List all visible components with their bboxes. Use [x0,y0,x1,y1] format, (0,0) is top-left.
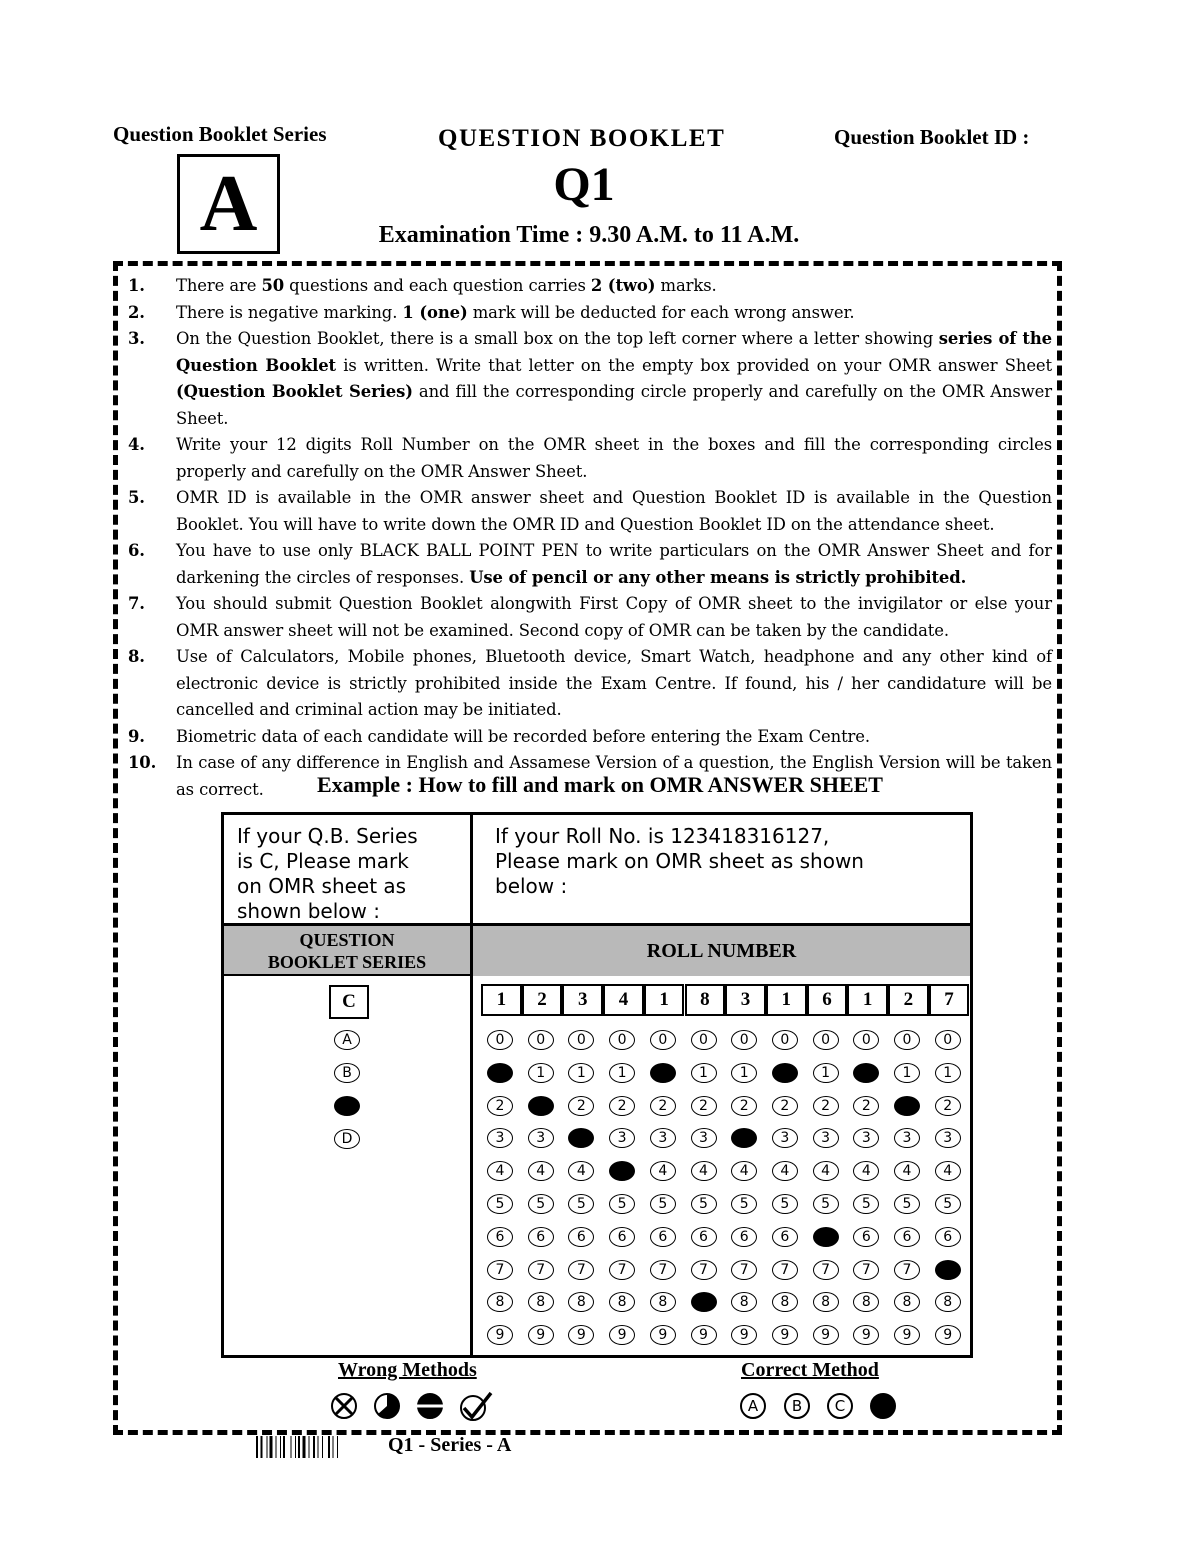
omr-divider [470,815,473,1355]
roll-bubble: 2 [650,1096,676,1116]
instruction-text: Write your 12 digits Roll Number on the OMR sheet in the boxes and fill the corresponding circles properly and carefully on the OMR Answer Sheet. [176,435,1052,481]
roll-bubble: 6 [853,1227,879,1247]
roll-bubble: 9 [853,1325,879,1345]
roll-bubble: 7 [609,1260,635,1280]
roll-bubble: 6 [650,1227,676,1247]
roll-bubble: 5 [813,1194,839,1214]
roll-bubble: 4 [894,1161,920,1181]
roll-bubble: 8 [691,1292,717,1312]
roll-bubble: 7 [650,1260,676,1280]
instruction-number: 4. [128,435,145,454]
instruction-text: questions and each question carries [284,276,591,295]
roll-bubble: 9 [609,1325,635,1345]
roll-bubble: 2 [528,1096,554,1116]
roll-bubble: 5 [487,1194,513,1214]
roll-bubble: 5 [650,1194,676,1214]
roll-bubble: 5 [853,1194,879,1214]
roll-bubble: 7 [813,1260,839,1280]
roll-bubble: 2 [568,1096,594,1116]
instruction-number: 9. [128,726,145,746]
instruction-item [128,724,1052,751]
series-option-bubble: D [334,1129,360,1149]
roll-digit-box: 7 [929,984,970,1016]
roll-bubble: 5 [731,1194,757,1214]
roll-bubble: 2 [772,1096,798,1116]
instruction-text: is written. Write that letter on the empty box provided on your OMR answer Sheet [336,355,1053,375]
roll-bubble: 3 [935,1128,961,1148]
instruction-emphasis: (Question Booklet Series) [176,382,413,401]
roll-bubble: 4 [731,1161,757,1181]
roll-bubble: 8 [609,1292,635,1312]
correct-filled-bubble [870,1393,896,1419]
wrong-methods-examples [326,1390,506,1424]
roll-bubble: 7 [894,1260,920,1280]
roll-bubble: 4 [650,1161,676,1181]
instruction-item [128,432,1052,485]
roll-bubble: 9 [731,1325,757,1345]
instruction-item [128,644,1052,724]
roll-bubble: 9 [528,1325,554,1345]
roll-bubble: 6 [731,1227,757,1247]
roll-digit-box: 8 [685,984,726,1016]
roll-digit-box: 1 [847,984,888,1016]
wrong-tick-mark [461,1393,491,1420]
roll-bubble: 1 [935,1063,961,1083]
instruction-text: and fill the corresponding circle properly and carefully on the OMR Answer Sheet. [176,382,1052,428]
roll-bubble: 7 [935,1260,961,1280]
roll-bubble: 8 [772,1292,798,1312]
roll-bubble: 3 [609,1128,635,1148]
roll-bubble: 3 [813,1128,839,1148]
instruction-text: In case of any difference in English and Assamese Version of a question, the English Version will be taken as correct. [176,753,1052,799]
roll-bubble: 7 [772,1260,798,1280]
wrong-strike-mark [417,1394,443,1418]
omr-example [221,812,973,1358]
roll-bubble: 7 [731,1260,757,1280]
roll-bubble: 2 [894,1096,920,1116]
roll-bubble: 3 [568,1128,594,1148]
series-header: QUESTION BOOKLET SERIES [224,926,470,976]
instruction-number: 6. [128,541,145,560]
roll-bubble: 4 [853,1161,879,1181]
roll-bubble: 3 [487,1128,513,1148]
roll-bubble: 6 [772,1227,798,1247]
instruction-number: 3. [128,329,145,348]
roll-bubble: 0 [528,1030,554,1050]
roll-bubble: 6 [487,1227,513,1247]
roll-bubble: 9 [691,1325,717,1345]
roll-bubble: 1 [609,1063,635,1083]
roll-bubble: 0 [609,1030,635,1050]
roll-digit-box: 3 [562,984,603,1016]
instruction-emphasis: 2 (two) [590,276,656,295]
roll-bubble: 5 [528,1194,554,1214]
roll-bubble: 3 [650,1128,676,1148]
instruction-text: mark will be deducted for each wrong answer. [467,302,855,322]
instruction-text: Biometric data of each candidate will be recorded before entering the Exam Centre. [176,726,870,746]
page-title: QUESTION BOOKLET [438,125,726,152]
instruction-text: On the Question Booklet, there is a small box on the top left corner where a letter showing [176,329,939,348]
wrong-cross-mark [332,1394,356,1418]
roll-bubble: 9 [568,1325,594,1345]
roll-bubble: 6 [568,1227,594,1247]
instruction-text: There is negative marking. [176,302,403,322]
roll-bubble: 8 [487,1292,513,1312]
roll-bubble: 8 [731,1292,757,1312]
roll-bubble: 0 [691,1030,717,1050]
instruction-emphasis: series of the Question Booklet [176,329,1052,375]
roll-bubble: 6 [894,1227,920,1247]
instruction-emphasis: 50 [261,276,285,295]
roll-bubble: 5 [772,1194,798,1214]
roll-bubble: 9 [650,1325,676,1345]
roll-digit-box: 4 [603,984,644,1016]
roll-bubble: 6 [609,1227,635,1247]
instruction-emphasis: Use of pencil or any other means is strictly prohibited. [469,567,967,587]
roll-bubble: 9 [487,1325,513,1345]
roll-bubble: 4 [935,1161,961,1181]
roll-bubble: 2 [853,1096,879,1116]
roll-bubble: 8 [894,1292,920,1312]
roll-bubble: 5 [691,1194,717,1214]
instruction-emphasis: 1 (one) [402,302,468,322]
instruction-text: You have to use only BLACK BALL POINT PEN to write particulars on the OMR Answer Sheet and for darkening the circles of responses. [176,541,1052,587]
example-title: Example : How to fill and mark on OMR ANSWER SHEET [317,772,883,797]
roll-bubble: 7 [568,1260,594,1280]
roll-bubble: 8 [528,1292,554,1312]
roll-digit-box: 2 [888,984,929,1016]
roll-bubble: 8 [813,1292,839,1312]
instruction-text: OMR ID is available in the OMR answer sheet and Question Booklet ID is available in the Question Booklet. You will have to write down the OMR ID and Question Booklet ID on the attendance sheet. [176,488,1052,534]
instruction-number: 5. [128,488,145,507]
roll-bubble: 1 [487,1063,513,1083]
roll-bubble: 2 [935,1096,961,1116]
roll-instruction: If your Roll No. is 123418316127, Please mark on OMR sheet as shown below : [495,824,864,898]
roll-bubble: 2 [813,1096,839,1116]
roll-bubble: 0 [813,1030,839,1050]
roll-bubble: 0 [894,1030,920,1050]
series-option-bubble: C [334,1096,360,1116]
roll-bubble: 9 [894,1325,920,1345]
roll-bubble: 4 [528,1161,554,1181]
correct-method-label: Correct Method [741,1359,879,1381]
roll-bubble: 7 [853,1260,879,1280]
instruction-number: 8. [128,647,145,666]
series-letter-box: A [177,154,280,254]
roll-bubble: 1 [650,1063,676,1083]
series-option-bubble: B [334,1063,360,1083]
roll-bubble: 0 [772,1030,798,1050]
roll-bubble: 3 [731,1128,757,1148]
instruction-text: You should submit Question Booklet alongwith First Copy of OMR sheet to the invigilator or else your OMR answer sheet will not be examined. Second copy of OMR can be taken by the candidate. [176,594,1052,640]
roll-digit-box: 6 [807,984,848,1016]
instruction-text: marks. [655,276,717,295]
roll-bubble: 8 [650,1292,676,1312]
correct-method-bubble: A [740,1393,766,1419]
series-value-box: C [329,985,369,1019]
correct-method-bubble: B [784,1393,810,1419]
roll-bubble: 8 [935,1292,961,1312]
roll-bubble: 4 [609,1161,635,1181]
roll-bubble: 1 [772,1063,798,1083]
roll-bubble: 2 [609,1096,635,1116]
roll-digit-box: 1 [481,984,522,1016]
instructions-list [128,273,1052,803]
roll-bubble: 0 [853,1030,879,1050]
instruction-item [128,591,1052,644]
roll-bubble: 3 [691,1128,717,1148]
footer-series: Q1 - Series - A [388,1434,512,1456]
instruction-number: 7. [128,594,145,613]
roll-digit-box: 2 [522,984,563,1016]
roll-header: ROLL NUMBER [473,926,970,976]
roll-bubble: 9 [935,1325,961,1345]
roll-bubble: 3 [528,1128,554,1148]
series-label: Question Booklet Series [113,122,327,146]
roll-bubble: 0 [731,1030,757,1050]
roll-bubble: 4 [568,1161,594,1181]
series-instruction: If your Q.B. Series is C, Please mark on OMR sheet as shown below : [237,824,418,923]
roll-bubble: 5 [609,1194,635,1214]
roll-bubble: 0 [487,1030,513,1050]
roll-bubble: 3 [894,1128,920,1148]
roll-digit-box: 1 [766,984,807,1016]
roll-bubble: 9 [772,1325,798,1345]
roll-bubble: 2 [691,1096,717,1116]
wrong-partial-fill-mark [375,1394,399,1418]
roll-bubble: 0 [650,1030,676,1050]
roll-bubble: 6 [528,1227,554,1247]
roll-bubble: 7 [487,1260,513,1280]
roll-bubble: 5 [568,1194,594,1214]
roll-bubble: 5 [935,1194,961,1214]
exam-time: Examination Time : 9.30 A.M. to 11 A.M. [378,222,800,248]
roll-bubble: 3 [853,1128,879,1148]
instruction-text: Use of Calculators, Mobile phones, Bluetooth device, Smart Watch, headphone and any other kind of electronic device is strictly prohibited inside the Exam Centre. If found, his / her candidature will be cancelled and criminal action may be initiated. [176,647,1052,719]
roll-bubble: 6 [691,1227,717,1247]
roll-bubble: 0 [935,1030,961,1050]
instruction-item [128,485,1052,538]
instruction-item [128,326,1052,432]
roll-bubble: 1 [894,1063,920,1083]
roll-bubble: 1 [853,1063,879,1083]
roll-bubble: 4 [691,1161,717,1181]
instruction-number: 2. [128,302,145,322]
roll-bubble: 3 [772,1128,798,1148]
roll-bubble: 1 [528,1063,554,1083]
roll-digit-box: 1 [644,984,685,1016]
roll-bubble: 8 [568,1292,594,1312]
instruction-item [128,273,1052,300]
instruction-text: There are [176,276,262,295]
roll-bubble: 4 [813,1161,839,1181]
roll-digit-box: 3 [725,984,766,1016]
wrong-methods-label: Wrong Methods [338,1359,477,1381]
roll-bubble: 1 [731,1063,757,1083]
roll-bubble: 2 [731,1096,757,1116]
booklet-id-label: Question Booklet ID : [834,125,1030,149]
roll-bubble: 7 [528,1260,554,1280]
roll-bubble: 4 [487,1161,513,1181]
series-option-bubble: A [334,1030,360,1050]
roll-bubble: 4 [772,1161,798,1181]
booklet-code: Q1 [553,158,615,211]
roll-bubble: 7 [691,1260,717,1280]
roll-bubble: 1 [813,1063,839,1083]
instruction-number: 10. [128,753,157,772]
instruction-item [128,538,1052,591]
roll-bubble: 9 [813,1325,839,1345]
roll-bubble: 1 [568,1063,594,1083]
instruction-number: 1. [128,276,145,295]
roll-bubble: 2 [487,1096,513,1116]
roll-bubble: 1 [691,1063,717,1083]
roll-bubble: 6 [935,1227,961,1247]
correct-method-bubble: C [827,1393,853,1419]
roll-bubble: 0 [568,1030,594,1050]
roll-bubble: 6 [813,1227,839,1247]
roll-bubble: 8 [853,1292,879,1312]
barcode-icon [256,1436,374,1458]
instruction-item [128,300,1052,327]
roll-bubble: 5 [894,1194,920,1214]
